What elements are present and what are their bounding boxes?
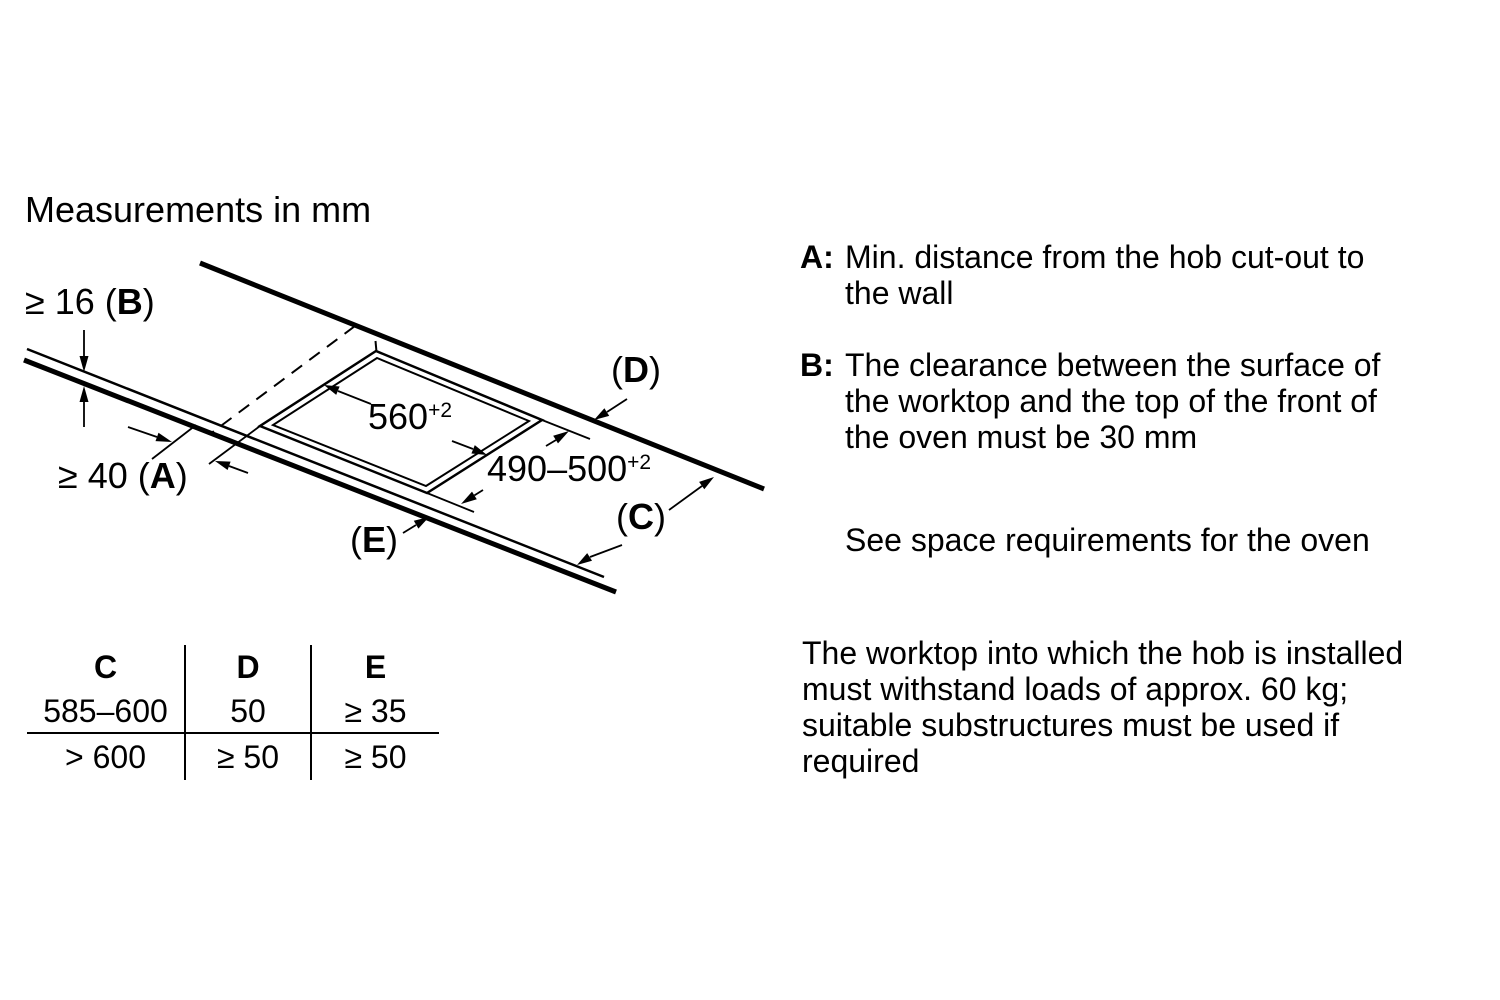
note-a [800,239,1364,311]
dim-490-extension-back [542,420,590,439]
dim-wall-label: ≥ 40 (A) [58,455,188,496]
page-title: Measurements in mm [25,189,372,230]
table-cell: ≥ 50 [344,738,407,775]
label-d: (D) [611,349,661,390]
label-e-leader [403,525,416,533]
dim-490-arrowhead-down [461,492,477,504]
label-c-letter: C [628,496,654,537]
cutout-corner-tick [376,341,377,352]
dim-a-arrowhead-left [215,461,231,470]
table-cell: ≥ 35 [312,690,439,734]
note-see-space: See space requirements for the oven [845,522,1370,558]
dim-a-extension-wall [152,425,196,459]
table-header-d: D [186,645,312,690]
label-d-letter: D [623,349,649,390]
label-e-letter: E [362,519,387,560]
dim-490-arrowhead-up [553,431,569,443]
label-d-leader [607,399,627,412]
dim-thickness-letter: B [116,281,143,322]
note-b-label: B: [800,347,834,383]
dim-b-arrowhead-up [80,386,89,402]
label-e-arrowhead [414,517,429,529]
table-header-e: E [364,649,387,685]
note-b [800,347,1380,455]
note-a-text: Min. distance from the hob cut-out to the wall [845,239,1365,311]
dim-cutout-width-value: 560 [368,396,429,437]
note-a-label: A: [800,239,834,275]
label-d-arrowhead [594,408,609,420]
label-e: (E) [350,519,399,560]
dim-cutout-depth-label [487,448,652,489]
note-load: The worktop into which the hob is installed must withstand loads of approx. 60 kg; suitable substructures must be used if required [802,635,1404,779]
dim-cutout-width-tolerance: +2 [428,399,453,422]
table-cell: 585–600 [27,690,186,734]
table-cell: 50 [186,690,312,734]
table-cell: > 600 [27,734,186,780]
dim-wall-value: ≥ 40 ( [58,455,150,496]
dim-thickness-value: ≥ 16 ( [25,281,117,322]
worktop-back-edge [200,263,764,489]
dim-a-arrowhead-right [156,433,173,442]
table-cell: ≥ 50 [186,734,312,780]
label-c: (C) [616,496,666,537]
label-c-arrowhead-down [577,553,592,565]
table-header-c: C [27,645,186,690]
dim-thickness-label: ≥ 16 (B) [25,281,155,322]
dim-wall-letter: A [149,455,176,496]
dim-cutout-width-label [368,396,453,437]
dim-cutout-depth-value: 490–500 [487,448,628,489]
note-b-text: The clearance between the surface of the worktop and the top of the front of the oven must be 30 mm [845,347,1381,455]
dim-cutout-depth-tolerance: +2 [627,451,652,474]
dimension-table [27,645,439,780]
